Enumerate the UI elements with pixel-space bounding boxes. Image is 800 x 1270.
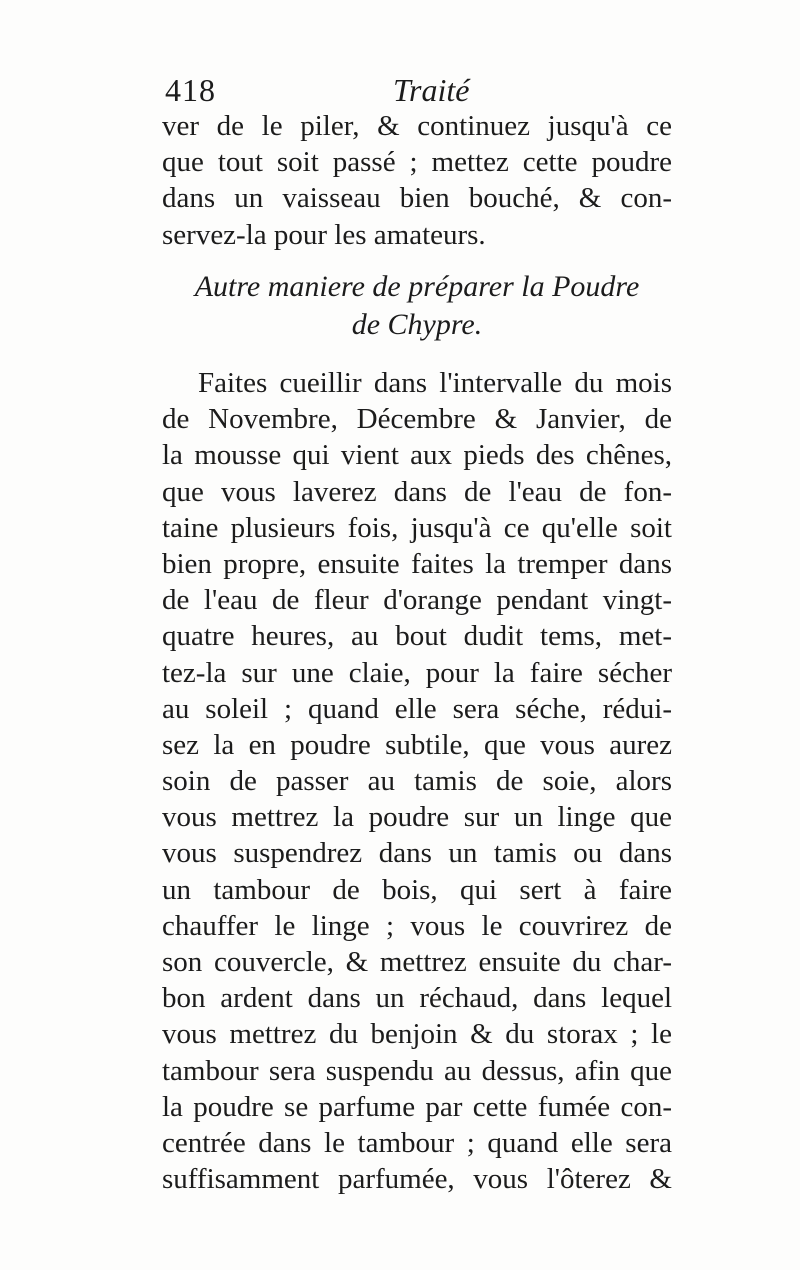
text-line: bien propre, ensuite faites la tremper dans [162,547,672,580]
text-line: un tambour de bois, qui sert à faire [162,873,672,906]
text-line: la mousse qui vient aux pieds des chênes, [162,439,672,472]
text-line: tez-la sur une claie, pour la faire sécher [162,656,672,689]
text-line: bon ardent dans un réchaud, dans lequel [162,982,672,1015]
section-heading [162,268,672,344]
text-line: taine plusieurs fois, jusqu'à ce qu'elle soit [162,511,672,544]
text-line: vous mettrez la poudre sur un linge que [162,801,672,834]
text-line: ver de le piler, & continuez jusqu'à ce [162,110,672,142]
text-line: suffisamment parfumée, vous l'ôterez & [162,1163,672,1196]
text-line: tambour sera suspendu au dessus, afin que [162,1054,672,1087]
text-line: vous suspendrez dans un tamis ou dans [162,837,672,870]
text-line: servez-la pour les amateurs. [162,218,486,251]
running-head [165,72,665,112]
page-number: 418 [165,72,216,108]
section-heading-line-1: Autre maniere de préparer la Poudre [194,270,640,303]
text-line: sez la en poudre subtile, que vous aurez [162,728,672,761]
text-line: soin de passer au tamis de soie, alors [162,765,672,798]
text-line: dans un vaisseau bien bouché, & con- [162,182,672,215]
running-title: Traité [393,72,470,108]
text-line: quatre heures, au bout dudit tems, met- [162,620,672,653]
text-line: que tout soit passé ; mettez cette poudre [162,146,672,179]
text-line: la poudre se parfume par cette fumée con- [162,1090,672,1123]
text-line: son couvercle, & mettrez ensuite du char- [162,946,672,978]
text-line: que vous laverez dans de l'eau de fon- [162,475,672,508]
section-heading-line-2: de Chypre. [351,308,483,341]
text-line: centrée dans le tambour ; quand elle sera [162,1126,672,1159]
recipe-paragraph [162,365,672,1197]
continuation-paragraph [162,108,672,253]
text-line: chauffer le linge ; vous le couvrirez de [162,909,672,942]
text-line: Faites cueillir dans l'intervalle du mois [198,367,672,399]
text-line: au soleil ; quand elle sera séche, rédui- [162,692,672,725]
text-line: de l'eau de fleur d'orange pendant vingt- [162,584,672,617]
text-line: vous mettrez du benjoin & du storax ; le [162,1018,672,1051]
text-line: de Novembre, Décembre & Janvier, de [162,403,672,436]
